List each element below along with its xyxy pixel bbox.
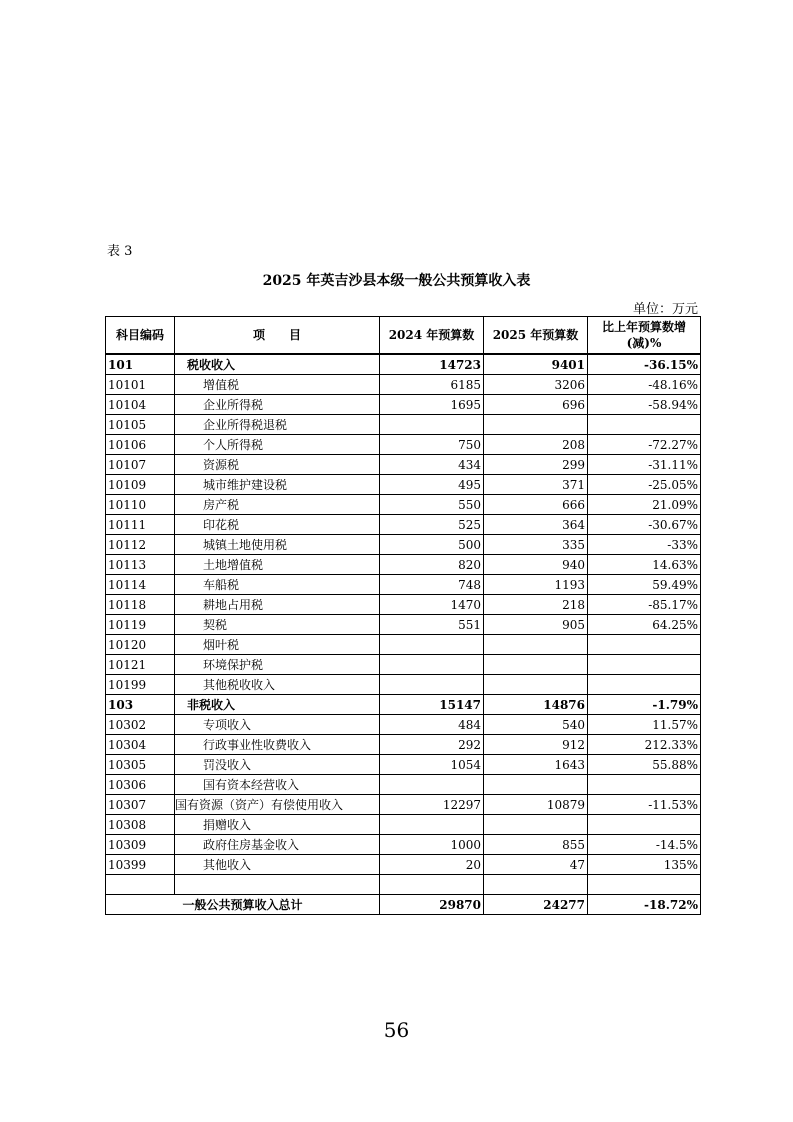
table-row (106, 615, 701, 635)
table-row (106, 455, 701, 475)
table-row (106, 695, 701, 715)
cell-code: 10120 (106, 635, 175, 655)
cell-budget-2024 (380, 655, 484, 675)
table-row (106, 595, 701, 615)
cell-change (588, 675, 701, 695)
header-budget-2025: 2025 年预算数 (484, 317, 588, 355)
table-row (106, 875, 701, 895)
cell-code: 101 (106, 354, 175, 375)
cell-budget-2025: 299 (484, 455, 588, 475)
cell-code: 10114 (106, 575, 175, 595)
cell-item-name: 行政事业性收费收入 (175, 735, 380, 755)
cell-budget-2025: 905 (484, 615, 588, 635)
total-change: -18.72% (588, 895, 701, 915)
table-body (106, 354, 701, 895)
cell-code: 103 (106, 695, 175, 715)
cell-change: -58.94% (588, 395, 701, 415)
cell-change: 55.88% (588, 755, 701, 775)
cell-change (588, 655, 701, 675)
cell-change: -48.16% (588, 375, 701, 395)
cell-change: -36.15% (588, 354, 701, 375)
cell-change: 21.09% (588, 495, 701, 515)
page-number: 56 (383, 1018, 410, 1042)
cell-item-name: 企业所得税退税 (175, 415, 380, 435)
cell-code: 10112 (106, 535, 175, 555)
cell-budget-2024 (380, 635, 484, 655)
cell-budget-2024: 495 (380, 475, 484, 495)
table-row (106, 675, 701, 695)
cell-item-name: 专项收入 (175, 715, 380, 735)
cell-change (588, 415, 701, 435)
cell-code: 10305 (106, 755, 175, 775)
cell-item-name: 企业所得税 (175, 395, 380, 415)
cell-budget-2024: 484 (380, 715, 484, 735)
cell-change: 64.25% (588, 615, 701, 635)
cell-budget-2024: 1000 (380, 835, 484, 855)
table-row (106, 815, 701, 835)
header-budget-2024: 2024 年预算数 (380, 317, 484, 355)
cell-budget-2025 (484, 775, 588, 795)
cell-item-name: 国有资源（资产）有偿使用收入 (175, 795, 380, 815)
cell-budget-2025 (484, 655, 588, 675)
cell-budget-2025: 940 (484, 555, 588, 575)
table-row (106, 415, 701, 435)
cell-code: 10111 (106, 515, 175, 535)
cell-code: 10107 (106, 455, 175, 475)
cell-change: -1.79% (588, 695, 701, 715)
cell-item-name: 税收收入 (175, 354, 380, 375)
cell-change: 11.57% (588, 715, 701, 735)
cell-budget-2024: 550 (380, 495, 484, 515)
cell-budget-2025: 1193 (484, 575, 588, 595)
cell-change: 212.33% (588, 735, 701, 755)
cell-change: -33% (588, 535, 701, 555)
cell-code: 10106 (106, 435, 175, 455)
cell-budget-2025: 540 (484, 715, 588, 735)
cell-budget-2025: 47 (484, 855, 588, 875)
cell-item-name: 罚没收入 (175, 755, 380, 775)
cell-code: 10113 (106, 555, 175, 575)
cell-budget-2024: 748 (380, 575, 484, 595)
total-label: 一般公共预算收入总计 (106, 895, 380, 915)
cell-item-name: 车船税 (175, 575, 380, 595)
cell-budget-2024: 292 (380, 735, 484, 755)
header-change (588, 317, 701, 355)
cell-budget-2024: 14723 (380, 354, 484, 375)
cell-budget-2024: 12297 (380, 795, 484, 815)
cell-budget-2025 (484, 875, 588, 895)
cell-budget-2025 (484, 815, 588, 835)
table-row (106, 354, 701, 375)
cell-budget-2024: 500 (380, 535, 484, 555)
header-change-line1: 比上年预算数增 (601, 320, 686, 334)
cell-code: 10199 (106, 675, 175, 695)
table-row (106, 855, 701, 875)
cell-item-name: 耕地占用税 (175, 595, 380, 615)
cell-change (588, 635, 701, 655)
cell-change (588, 775, 701, 795)
cell-item-name: 印花税 (175, 515, 380, 535)
cell-item-name: 土地增值税 (175, 555, 380, 575)
cell-budget-2024: 434 (380, 455, 484, 475)
table-label: 表 3 (107, 244, 133, 259)
cell-change: 135% (588, 855, 701, 875)
table-row (106, 635, 701, 655)
cell-item-name: 其他税收收入 (175, 675, 380, 695)
cell-budget-2025: 696 (484, 395, 588, 415)
cell-item-name: 城市维护建设税 (175, 475, 380, 495)
cell-item-name: 烟叶税 (175, 635, 380, 655)
cell-budget-2024: 1054 (380, 755, 484, 775)
header-code: 科目编码 (106, 317, 175, 355)
cell-code: 10109 (106, 475, 175, 495)
cell-change: -72.27% (588, 435, 701, 455)
cell-item-name: 国有资本经营收入 (175, 775, 380, 795)
cell-item-name: 其他收入 (175, 855, 380, 875)
cell-code: 10105 (106, 415, 175, 435)
cell-code: 10309 (106, 835, 175, 855)
cell-budget-2025 (484, 675, 588, 695)
table-row (106, 515, 701, 535)
cell-code: 10308 (106, 815, 175, 835)
cell-change: -30.67% (588, 515, 701, 535)
cell-item-name: 房产税 (175, 495, 380, 515)
cell-budget-2025: 912 (484, 735, 588, 755)
table-row (106, 835, 701, 855)
cell-budget-2025: 14876 (484, 695, 588, 715)
table-row (106, 735, 701, 755)
cell-code (106, 875, 175, 895)
unit-label: 单位：万元 (632, 302, 698, 317)
cell-budget-2025: 208 (484, 435, 588, 455)
cell-budget-2024: 551 (380, 615, 484, 635)
table-row (106, 655, 701, 675)
total-row (106, 895, 701, 915)
cell-budget-2024: 1695 (380, 395, 484, 415)
cell-code: 10399 (106, 855, 175, 875)
cell-code: 10110 (106, 495, 175, 515)
cell-code: 10304 (106, 735, 175, 755)
header-row (106, 317, 701, 355)
cell-code: 10302 (106, 715, 175, 735)
cell-item-name: 捐赠收入 (175, 815, 380, 835)
cell-item-name: 个人所得税 (175, 435, 380, 455)
cell-budget-2024: 6185 (380, 375, 484, 395)
cell-change: 14.63% (588, 555, 701, 575)
cell-item-name: 政府住房基金收入 (175, 835, 380, 855)
cell-item-name (175, 875, 380, 895)
table-row (106, 555, 701, 575)
cell-budget-2025 (484, 415, 588, 435)
cell-code: 10121 (106, 655, 175, 675)
cell-item-name: 环境保护税 (175, 655, 380, 675)
cell-code: 10104 (106, 395, 175, 415)
table-row (106, 575, 701, 595)
header-change-line2: (减)% (626, 336, 662, 350)
cell-budget-2024 (380, 415, 484, 435)
cell-code: 10307 (106, 795, 175, 815)
cell-budget-2025: 218 (484, 595, 588, 615)
cell-change (588, 875, 701, 895)
cell-code: 10118 (106, 595, 175, 615)
table-row (106, 775, 701, 795)
cell-code: 10119 (106, 615, 175, 635)
cell-change: -11.53% (588, 795, 701, 815)
cell-budget-2024 (380, 775, 484, 795)
cell-budget-2025: 1643 (484, 755, 588, 775)
table-row (106, 795, 701, 815)
total-budget-2024: 29870 (380, 895, 484, 915)
cell-budget-2024: 1470 (380, 595, 484, 615)
cell-budget-2024: 750 (380, 435, 484, 455)
cell-budget-2025: 9401 (484, 354, 588, 375)
cell-code: 10101 (106, 375, 175, 395)
cell-change: -25.05% (588, 475, 701, 495)
cell-budget-2024: 525 (380, 515, 484, 535)
table-row (106, 535, 701, 555)
cell-budget-2024 (380, 675, 484, 695)
cell-budget-2025: 855 (484, 835, 588, 855)
cell-change: 59.49% (588, 575, 701, 595)
header-item: 项 目 (175, 317, 380, 355)
document-title: 2025 年英吉沙县本级一般公共预算收入表 (262, 273, 531, 289)
cell-change: -31.11% (588, 455, 701, 475)
cell-code: 10306 (106, 775, 175, 795)
table-row (106, 755, 701, 775)
cell-item-name: 增值税 (175, 375, 380, 395)
cell-budget-2025: 10879 (484, 795, 588, 815)
total-budget-2025: 24277 (484, 895, 588, 915)
cell-budget-2025: 371 (484, 475, 588, 495)
cell-budget-2024: 20 (380, 855, 484, 875)
cell-budget-2024 (380, 815, 484, 835)
cell-budget-2024: 15147 (380, 695, 484, 715)
cell-item-name: 资源税 (175, 455, 380, 475)
table-row (106, 395, 701, 415)
cell-item-name: 非税收入 (175, 695, 380, 715)
cell-budget-2025: 335 (484, 535, 588, 555)
table-row (106, 715, 701, 735)
cell-item-name: 契税 (175, 615, 380, 635)
cell-budget-2025: 3206 (484, 375, 588, 395)
table-row (106, 495, 701, 515)
cell-budget-2025 (484, 635, 588, 655)
cell-change (588, 815, 701, 835)
cell-change: -14.5% (588, 835, 701, 855)
budget-table (105, 316, 701, 915)
cell-change: -85.17% (588, 595, 701, 615)
table-row (106, 435, 701, 455)
cell-budget-2024: 820 (380, 555, 484, 575)
table-row (106, 375, 701, 395)
cell-budget-2025: 666 (484, 495, 588, 515)
table-row (106, 475, 701, 495)
cell-budget-2024 (380, 875, 484, 895)
cell-item-name: 城镇土地使用税 (175, 535, 380, 555)
cell-budget-2025: 364 (484, 515, 588, 535)
